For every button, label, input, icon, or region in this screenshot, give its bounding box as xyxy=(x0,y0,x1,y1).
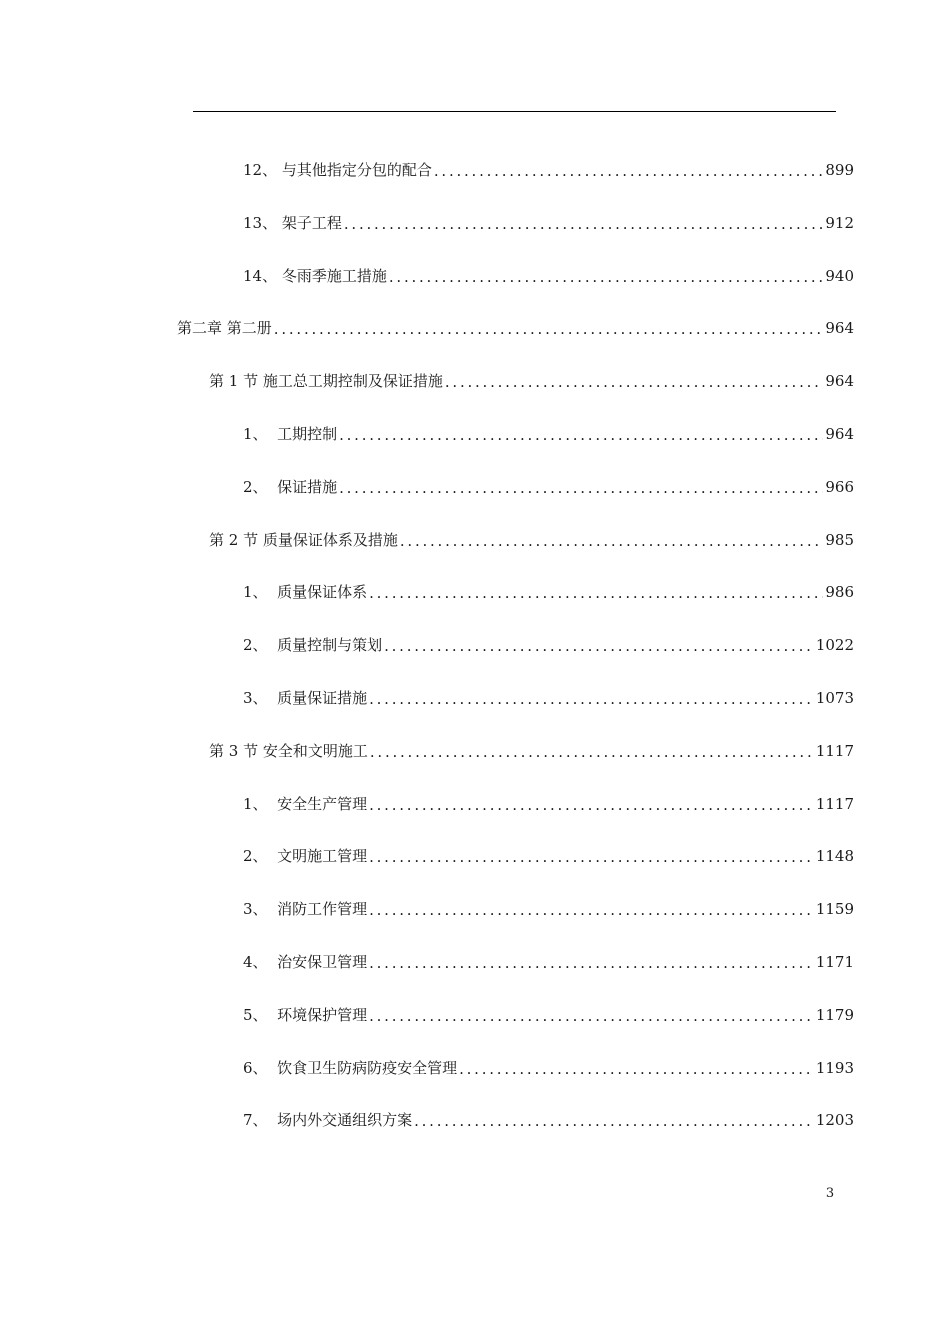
toc-entry-number: 第 3 节 xyxy=(209,741,263,760)
toc-entry[interactable] xyxy=(177,302,854,354)
toc-entry-number: 第 1 节 xyxy=(209,372,263,391)
toc-entry[interactable] xyxy=(243,461,854,513)
toc-entry-number: 3、 xyxy=(243,689,278,707)
dot-leader xyxy=(459,1059,814,1079)
toc-entry[interactable] xyxy=(243,778,854,830)
dot-leader xyxy=(369,689,814,709)
toc-entry-page: 1117 xyxy=(815,794,854,813)
toc-entry-title: 质量控制与策划 xyxy=(277,636,383,655)
dot-leader xyxy=(369,900,814,920)
toc-entry-page: 964 xyxy=(825,425,854,443)
toc-entry[interactable] xyxy=(243,144,854,196)
toc-entry-number: 12、 xyxy=(243,161,282,179)
toc-entry-title: 第二册 xyxy=(226,319,272,338)
toc-entry-page: 1148 xyxy=(815,847,854,866)
toc-entry-page: 1073 xyxy=(815,689,854,707)
toc-entry-page: 966 xyxy=(825,477,854,496)
toc-entry-page: 1159 xyxy=(815,900,854,919)
toc-entry[interactable] xyxy=(243,672,854,724)
toc-entry-page: 899 xyxy=(825,161,854,179)
toc-entry-page: 1179 xyxy=(815,1005,854,1024)
toc-entry[interactable] xyxy=(243,408,854,460)
toc-entry[interactable] xyxy=(243,936,854,988)
page-number: 3 xyxy=(825,1186,835,1201)
toc-entry-page: 986 xyxy=(825,583,854,602)
dot-leader xyxy=(369,795,814,815)
dot-leader xyxy=(369,847,814,867)
toc-entry[interactable] xyxy=(243,619,854,671)
toc-entry-number: 7、 xyxy=(243,1111,278,1130)
toc-entry-number: 1、 xyxy=(243,583,278,602)
dot-leader xyxy=(389,267,823,287)
toc-entry-title: 环境保护管理 xyxy=(277,1005,368,1024)
toc-entry-title: 工期控制 xyxy=(277,425,338,443)
toc-entry-page: 1117 xyxy=(815,741,854,760)
toc-entry-number: 第 2 节 xyxy=(209,530,263,549)
dot-leader xyxy=(445,372,823,392)
toc-entry[interactable] xyxy=(243,1094,854,1146)
dot-leader xyxy=(369,953,814,973)
toc-entry-number: 2、 xyxy=(243,847,278,866)
toc-entry-number: 2、 xyxy=(243,636,278,655)
toc-entry[interactable] xyxy=(243,197,854,249)
dot-leader xyxy=(400,531,823,551)
toc-entry-number: 4、 xyxy=(243,953,278,971)
toc-entry-number: 13、 xyxy=(243,213,282,232)
toc-entry-number: 第二章 xyxy=(177,319,227,338)
dot-leader xyxy=(274,319,824,339)
toc-entry[interactable] xyxy=(243,883,854,935)
dot-leader xyxy=(369,583,823,603)
toc-entry-title: 安全生产管理 xyxy=(277,794,368,813)
toc-entry[interactable] xyxy=(209,725,854,777)
toc-entry-title: 治安保卫管理 xyxy=(277,953,368,971)
toc-entry[interactable] xyxy=(209,514,854,566)
toc-entry[interactable] xyxy=(243,1042,854,1094)
toc-entry-number: 5、 xyxy=(243,1005,278,1024)
dot-leader xyxy=(369,1006,814,1026)
toc-entry-title: 消防工作管理 xyxy=(277,900,368,919)
toc-entry-page: 912 xyxy=(825,213,854,232)
toc-entry-number: 6、 xyxy=(243,1058,278,1077)
dot-leader xyxy=(434,161,823,181)
toc-entry-title: 文明施工管理 xyxy=(277,847,368,866)
toc-entry-title: 保证措施 xyxy=(277,477,338,496)
toc-entry-page: 964 xyxy=(825,319,854,338)
dot-leader xyxy=(414,1111,814,1131)
toc-entry-title: 饮食卫生防病防疫安全管理 xyxy=(277,1058,458,1077)
toc-entry-title: 质量保证体系及措施 xyxy=(262,530,398,549)
toc-entry-number: 1、 xyxy=(243,794,278,813)
toc-entry[interactable] xyxy=(243,566,854,618)
toc-entry-page: 1022 xyxy=(815,636,854,655)
toc-entry-page: 940 xyxy=(825,266,854,285)
toc-entry-number: 14、 xyxy=(243,266,282,285)
toc-entry-title: 架子工程 xyxy=(281,213,342,232)
toc-entry-page: 1203 xyxy=(815,1111,854,1130)
toc-entry-page: 1171 xyxy=(815,953,854,971)
dot-leader xyxy=(370,742,814,762)
dot-leader xyxy=(384,636,814,656)
dot-leader xyxy=(339,478,823,498)
toc-entry[interactable] xyxy=(209,355,854,407)
toc-entry-page: 964 xyxy=(825,372,854,391)
toc-entry-title: 与其他指定分包的配合 xyxy=(281,161,432,179)
toc-entry[interactable] xyxy=(243,830,854,882)
toc-entry[interactable] xyxy=(243,250,854,302)
toc-entry-title: 质量保证措施 xyxy=(277,689,368,707)
toc-entry-page: 985 xyxy=(825,530,854,549)
toc-entry-title: 场内外交通组织方案 xyxy=(277,1111,413,1130)
toc-entry-title: 施工总工期控制及保证措施 xyxy=(262,372,443,391)
dot-leader xyxy=(339,425,823,445)
toc-entry-number: 1、 xyxy=(243,425,278,443)
toc-entry[interactable] xyxy=(243,989,854,1041)
toc-entry-title: 冬雨季施工措施 xyxy=(281,266,387,285)
toc-entry-title: 安全和文明施工 xyxy=(262,741,368,760)
header-rule xyxy=(193,111,836,112)
dot-leader xyxy=(344,214,823,234)
toc-entry-page: 1193 xyxy=(815,1058,854,1077)
toc-entry-number: 3、 xyxy=(243,900,278,919)
toc-entry-number: 2、 xyxy=(243,477,278,496)
toc-entry-title: 质量保证体系 xyxy=(277,583,368,602)
